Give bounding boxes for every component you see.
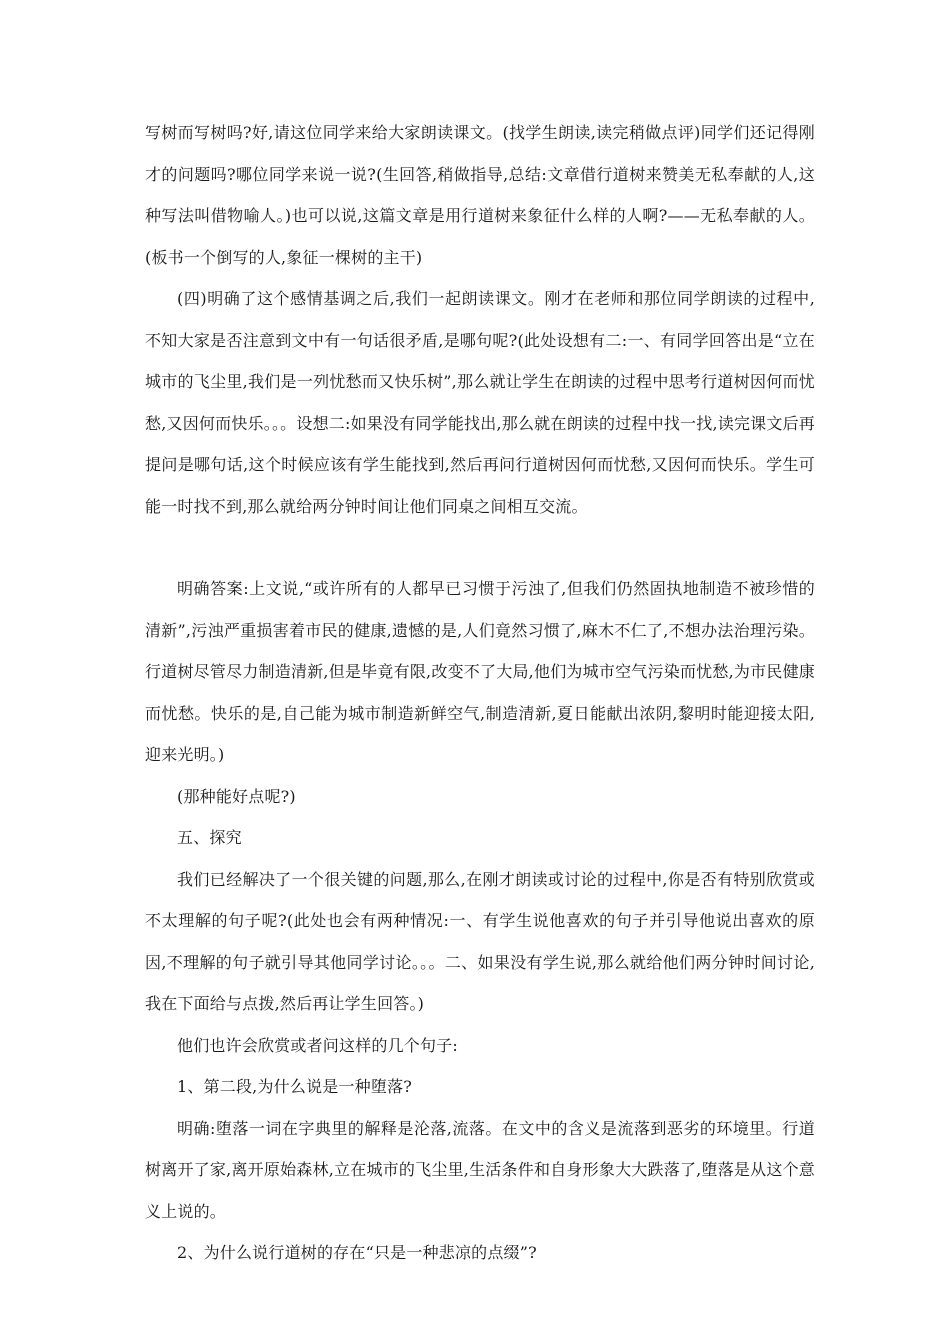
section-heading: 五、探究 — [177, 828, 242, 847]
paragraph-6: 我们已经解决了一个很关键的问题,那么,在刚才朗读或讨论的过程中,你是否有特别欣赏或不太理解的句子呢?(此处也会有两种情况:一、有学生说他喜欢的句子并引导他说出喜欢的原因,不理解的句子就引导其他同学讨论。。。二、如果没有学生说,那么就给他们两分钟时间讨论,我在下面给与点拨,然后再让学生回答。) — [145, 869, 815, 1013]
answer-1: 明确:堕落一词在字典里的解释是沦落,流落。在文中的含义是流落到恶劣的环境里。行道树离开了家,离开原始森林,立在城市的飞尘里,生活条件和自身形象大大跌落了,堕落是从这个意义上说的。 — [145, 1118, 815, 1221]
paragraph-1: 写树而写树吗?好,请这位同学来给大家朗读课文。(找学生朗读,读完稍做点评)同学们还记得刚才的问题吗?哪位同学来说一说?(生回答,稍做指导,总结:文章借行道树来赞美无私奉献的人,这种写法叫借物喻人。)也可以说,这篇文章是用行道树来象征什么样的人啊?——无私奉献的人。(板书一个倒写的人,象征一棵树的主干) — [145, 123, 815, 267]
question-2: 2、为什么说行道树的存在“只是一种悲凉的点缀”? — [177, 1243, 537, 1262]
document-body — [145, 112, 815, 1274]
question-1: 1、第二段,为什么说是一种堕落? — [177, 1077, 413, 1096]
paragraph-3: 明确答案:上文说,“或许所有的人都早已习惯于污浊了,但我们仍然固执地制造不被珍惜的清新”,污浊严重损害着市民的健康,遗憾的是,人们竟然习惯了,麻木不仁了,不想办法治理污染。行道树尽管尽力制造清新,但是毕竟有限,改变不了大局,他们为城市空气污染而忧愁,为市民健康而忧愁。快乐的是,自己能为城市制造新鲜空气,制造清新,夏日能献出浓阴,黎明时能迎接太阳,迎来光明。) — [145, 579, 815, 764]
paragraph-4: (那种能好点呢?) — [177, 786, 296, 806]
paragraph-7: 他们也许会欣赏或者问这样的几个句子: — [177, 1035, 458, 1055]
paragraph-2: (四)明确了这个感情基调之后,我们一起朗读课文。刚才在老师和那位同学朗读的过程中,不知大家是否注意到文中有一句话很矛盾,是哪句呢?(此处设想有二:一、有同学回答出是“立在城市的飞尘里,我们是一列忧愁而又快乐树”,那么就让学生在朗读的过程中思考行道树因何而忧愁,又因何而快乐。。。设想二:如果没有同学能找出,那么就在朗读的过程中找一找,读完课文后再提问是哪句话,这个时候应该有学生能找到,然后再问行道树因何而忧愁,又因何而快乐。学生可能一时找不到,那么就给两分钟时间让他们同桌之间相互交流。 — [145, 289, 815, 516]
